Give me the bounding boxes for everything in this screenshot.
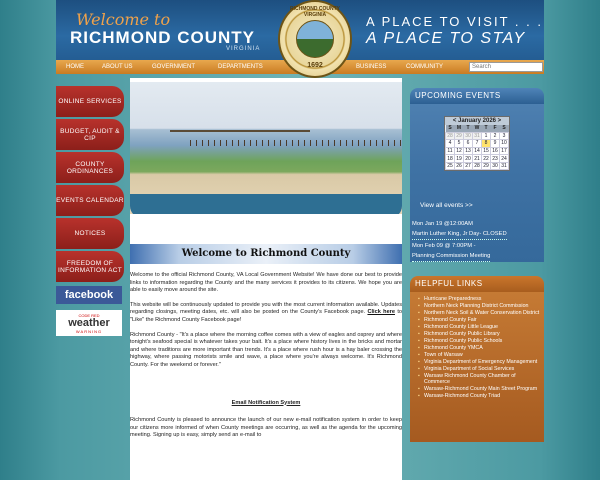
tagline-stay: A PLACE TO STAY bbox=[366, 30, 526, 47]
calendar-day[interactable]: 30 bbox=[465, 132, 471, 139]
sidebar-budget-audit-cip[interactable]: BUDGET, AUDIT & CIP bbox=[56, 119, 124, 150]
calendar-day[interactable]: 3 bbox=[500, 132, 509, 140]
calendar-day[interactable]: 31 bbox=[501, 163, 507, 170]
sidebar-online-services[interactable]: ONLINE SERVICES bbox=[56, 86, 124, 117]
helpful-link-item[interactable]: ▪ Richmond County YMCA bbox=[418, 345, 540, 351]
right-sidebar bbox=[410, 88, 544, 442]
calendar-day[interactable]: 13 bbox=[465, 147, 471, 154]
calendar-day[interactable]: 20 bbox=[465, 155, 471, 162]
helpful-link-item[interactable]: ▪ Warsaw Richmond County Chamber of Commerce bbox=[418, 373, 540, 386]
helpful-link-item[interactable]: ▪ Virginia Department of Emergency Management bbox=[418, 359, 540, 365]
welcome-text-body bbox=[130, 272, 402, 447]
calendar-weekday: W bbox=[473, 125, 482, 132]
calendar-day[interactable]: 12 bbox=[456, 147, 462, 154]
updates-text-end: to "Like" the Richmond County Facebook page! bbox=[130, 309, 402, 323]
nav-community[interactable]: COMMUNITY bbox=[406, 64, 443, 70]
helpful-link-item[interactable]: ▪ Richmond County Little League bbox=[418, 324, 540, 330]
helpful-link-item[interactable]: ▪ Hurricane Preparedness bbox=[418, 296, 540, 302]
calendar-day[interactable]: 5 bbox=[455, 140, 464, 148]
tagline-visit: A PLACE TO VISIT . . . bbox=[366, 14, 543, 29]
email-notification-heading: Email Notification System bbox=[231, 399, 301, 406]
calendar-day[interactable]: 1 bbox=[482, 132, 491, 140]
calendar-day[interactable]: 23 bbox=[492, 155, 498, 162]
facebook-click-here-link[interactable]: Click here bbox=[367, 309, 395, 316]
calendar-weekday: M bbox=[455, 125, 464, 132]
event-2-title[interactable]: Planning Commission Meeting bbox=[412, 252, 490, 262]
event-1-date: Mon Jan 19 @12:00AM bbox=[412, 221, 473, 227]
calendar-weekday: T bbox=[482, 125, 491, 132]
calendar-day[interactable]: 31 bbox=[474, 132, 480, 139]
sidebar-notices[interactable]: NOTICES bbox=[56, 218, 124, 249]
calendar-day[interactable]: 16 bbox=[492, 147, 498, 154]
event-2-date: Mon Feb 09 @ 7:00PM - bbox=[412, 243, 476, 249]
site-title[interactable]: RICHMOND COUNTY bbox=[70, 28, 255, 47]
photo-frame bbox=[130, 194, 402, 214]
seal-ship-icon bbox=[296, 20, 334, 58]
calendar-grid bbox=[445, 125, 509, 170]
codered-weather-link[interactable] bbox=[56, 310, 122, 336]
email-paragraph: Richmond County is pleased to announce the launch of our new e-mail notification system in order to keep our citizens more informed of when County meetings are occurring, as well as the agenda for the upcoming meeting. Signing up is easy, simply send an e-mail to bbox=[130, 417, 402, 439]
updates-text: This website will be continuously updated to provide you with the most current information available. Updates regarding closings, meeting dates, etc. will also be posted on the County's Facebook page. bbox=[130, 301, 402, 316]
main-content bbox=[130, 78, 402, 480]
page-title: Welcome to Richmond County bbox=[130, 244, 402, 264]
calendar-day[interactable]: 9 bbox=[491, 140, 500, 148]
calendar-day[interactable]: 28 bbox=[474, 163, 480, 170]
mini-calendar bbox=[444, 116, 510, 171]
calendar-day[interactable]: 22 bbox=[483, 155, 489, 162]
page bbox=[56, 0, 544, 480]
calendar-day[interactable]: 4 bbox=[446, 140, 455, 148]
facebook-link[interactable]: facebook bbox=[56, 286, 122, 304]
upcoming-events-panel bbox=[410, 104, 544, 262]
helpful-link-item[interactable]: ▪ Richmond County Fair bbox=[418, 317, 540, 323]
calendar-day[interactable]: 10 bbox=[501, 140, 507, 147]
calendar-day[interactable]: 15 bbox=[483, 147, 489, 154]
nav-government[interactable]: GOVERNMENT bbox=[152, 64, 196, 70]
sidebar-foia[interactable]: FREEDOM OF INFORMATION ACT bbox=[56, 251, 124, 282]
calendar-day[interactable]: 2 bbox=[491, 132, 500, 140]
helpful-link-item[interactable]: ▪ Northern Neck Planning District Commission bbox=[418, 303, 540, 309]
calendar-day[interactable]: 24 bbox=[501, 155, 507, 162]
calendar-weekday: S bbox=[500, 125, 509, 132]
state-label: VIRGINIA bbox=[226, 46, 261, 52]
pier-posts-shape bbox=[190, 140, 402, 146]
calendar-day[interactable]: 19 bbox=[456, 155, 462, 162]
nav-departments[interactable]: DEPARTMENTS bbox=[218, 64, 263, 70]
shoreline-photo bbox=[130, 82, 402, 214]
helpful-link-item[interactable]: ▪ Virginia Department of Social Services bbox=[418, 366, 540, 372]
calendar-day[interactable]: 8 bbox=[482, 140, 491, 148]
helpful-link-item[interactable]: ▪ Warsaw-Richmond County Main Street Program bbox=[418, 386, 540, 392]
calendar-day[interactable]: 18 bbox=[447, 155, 453, 162]
seal-title: RICHMOND COUNTY VIRGINIA bbox=[290, 6, 340, 18]
welcome-text: Welcome to bbox=[76, 10, 171, 29]
nav-about-us[interactable]: ABOUT US bbox=[102, 64, 133, 70]
calendar-weekday: S bbox=[446, 125, 455, 132]
helpful-link-item[interactable]: ▪ Northern Neck Soil & Water Conservation District bbox=[418, 310, 540, 316]
calendar-day[interactable]: 14 bbox=[474, 147, 480, 154]
helpful-links-body bbox=[410, 292, 544, 442]
helpful-link-item[interactable]: ▪ Richmond County Public Schools bbox=[418, 338, 540, 344]
calendar-day[interactable]: 6 bbox=[464, 140, 473, 148]
left-sidebar bbox=[56, 86, 126, 336]
quote-paragraph: Richmond County - "It's a place where the morning coffee comes with a view of eagles and osprey and where tonight's seafood special is whatever takes your bait. It's a place where history lives in the bricks and mortar and where traditions are more important than trends. It's a place where rush hour is a hay baler crossing the highway, where passing motorists smile and wave, a place where you're always welcome. It's Richmond County. For the weekend or forever." bbox=[130, 331, 402, 368]
calendar-day[interactable]: 21 bbox=[474, 155, 480, 162]
sidebar-events-calendar[interactable]: EVENTS CALENDAR bbox=[56, 185, 124, 216]
updates-paragraph bbox=[130, 302, 402, 325]
intro-paragraph: Welcome to the official Richmond County, VA Local Government Website! We have done our best to provide links to information regarding the County and the many services it provides to its citizens. We hope you are able to easily move around the site. bbox=[130, 272, 402, 294]
seal-year: 1692 bbox=[307, 62, 323, 69]
calendar-weekday: F bbox=[491, 125, 500, 132]
calendar-day[interactable]: 29 bbox=[483, 163, 489, 170]
codered-label: CODE RED bbox=[78, 313, 100, 318]
calendar-day[interactable]: 29 bbox=[456, 132, 462, 139]
county-seal-logo[interactable] bbox=[278, 0, 352, 78]
helpful-links-panel bbox=[410, 276, 544, 442]
search-input[interactable]: Search bbox=[469, 62, 543, 72]
helpful-links-list bbox=[418, 296, 540, 400]
helpful-link-item[interactable]: ▪ Warsaw-Richmond County Triad bbox=[418, 393, 540, 399]
nav-home[interactable]: HOME bbox=[66, 64, 84, 70]
calendar-day[interactable]: 7 bbox=[473, 140, 482, 148]
weather-label: weather bbox=[68, 317, 110, 329]
pier-shape bbox=[170, 130, 310, 132]
calendar-day[interactable]: 25 bbox=[447, 163, 453, 170]
calendar-day[interactable]: 17 bbox=[501, 147, 507, 154]
calendar-day[interactable]: 30 bbox=[492, 163, 498, 170]
helpful-link-item[interactable]: ▪ Town of Warsaw bbox=[418, 352, 540, 358]
nav-business[interactable]: BUSINESS bbox=[356, 64, 387, 70]
view-all-events-link[interactable]: View all events >> bbox=[420, 202, 473, 209]
calendar-weekday: T bbox=[464, 125, 473, 132]
helpful-links-title: HELPFUL LINKS bbox=[410, 276, 544, 292]
calendar-day[interactable]: 11 bbox=[447, 147, 453, 154]
calendar-month-nav[interactable]: < January 2026 > bbox=[445, 117, 509, 125]
sidebar-county-ordinances[interactable]: COUNTY ORDINANCES bbox=[56, 152, 124, 183]
calendar-day[interactable]: 26 bbox=[456, 163, 462, 170]
calendar-day[interactable]: 28 bbox=[447, 132, 453, 139]
event-1-title[interactable]: Martin Luther King, Jr Day- CLOSED bbox=[412, 230, 507, 240]
warning-label: WARNING bbox=[75, 329, 103, 334]
helpful-link-item[interactable]: ▪ Richmond County Public Library bbox=[418, 331, 540, 337]
calendar-day[interactable]: 27 bbox=[465, 163, 471, 170]
upcoming-events-title: UPCOMING EVENTS bbox=[410, 88, 544, 104]
